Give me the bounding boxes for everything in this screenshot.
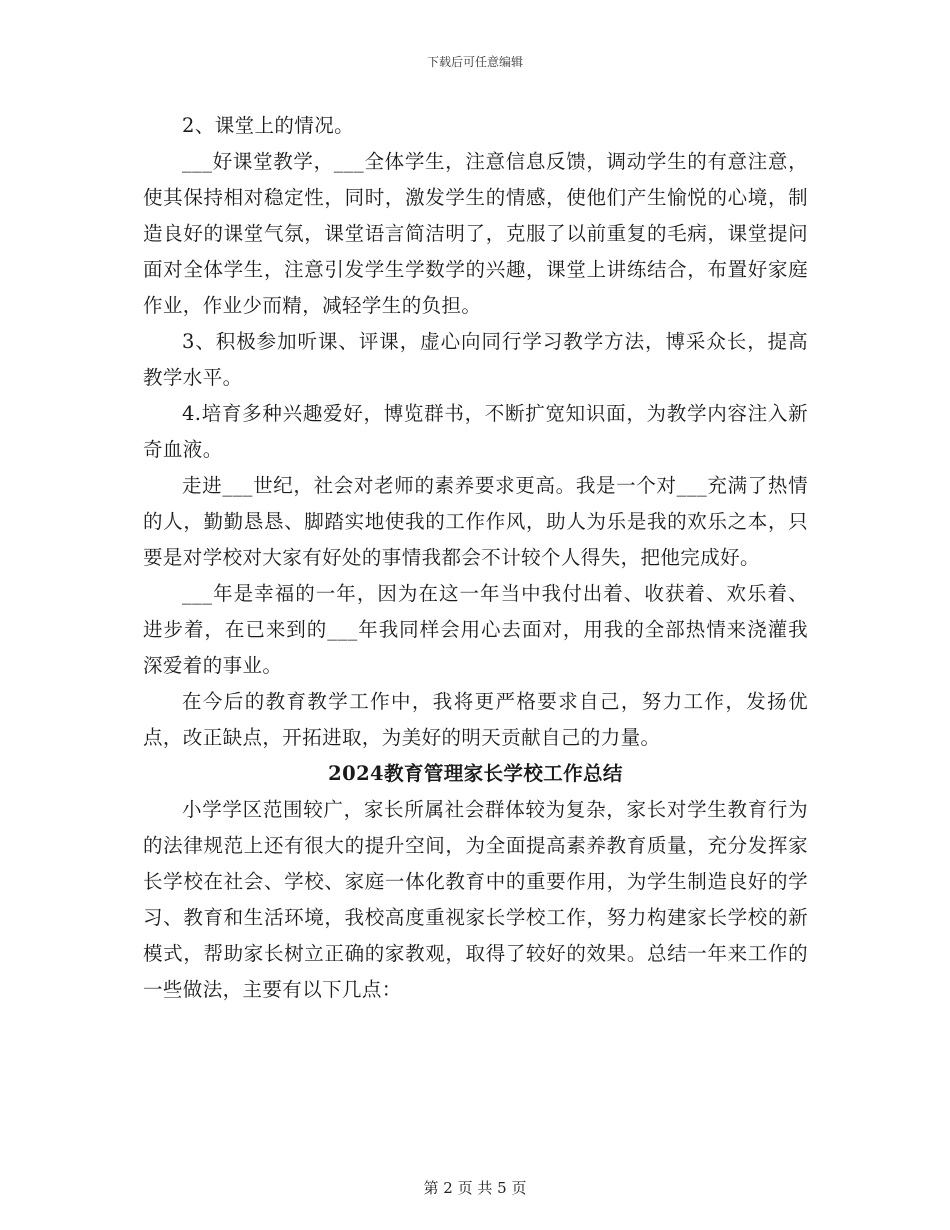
paragraph-interests: 4.培育多种兴趣爱好，博览群书，不断扩宽知识面，为教学内容注入新奇血液。 (143, 402, 808, 461)
page-footer: 第 2 页 共 5 页 (423, 1179, 527, 1197)
page-header: 下载后可任意编辑 (426, 55, 523, 69)
paragraph-new-century: 走进___世纪，社会对老师的素养要求更高。我是一个对___充满了热情的人，勤勤恳恳、脚踏实地使我的工作作风，助人为乐是我的欢乐之本，只要是对学校对大家有好处的事情我都会不计较个人得失，把他完成好。 (143, 474, 808, 569)
paragraph-lesson-observation: 3、积极参加听课、评课，虚心向同行学习教学方法，博采众长，提高教学水平。 (143, 330, 808, 389)
paragraph-happy-year: ___年是幸福的一年，因为在这一年当中我付出着、收获着、欢乐着、进步着，在已来到的___年我同样会用心去面对，用我的全部热情来浇灌我深爱着的事业。 (143, 582, 808, 677)
paragraph-future-work: 在今后的教育教学工作中，我将更严格要求自己，努力工作，发扬优点，改正缺点，开拓进取，为美好的明天贡献自己的力量。 (143, 690, 808, 749)
document-body (143, 108, 808, 1008)
paragraph-classroom-teaching: ___好课堂教学，___全体学生，注意信息反馈，调动学生的有意注意，使其保持相对稳定性，同时，激发学生的情感，使他们产生愉悦的心境，制造良好的课堂气氛，课堂语言简洁明了，克服了以前重复的毛病，课堂提问面对全体学生，注意引发学生学数学的兴趣，课堂上讲练结合，布置好家庭作业，作业少而精，减轻学生的负担。 (143, 150, 808, 317)
section-title: 2024教育管理家长学校工作总结 (328, 762, 623, 785)
paragraph-parent-school-intro: 小学学区范围较广，家长所属社会群体较为复杂，家长对学生教育行为的法律规范上还有很大的提升空间，为全面提高素养教育质量，充分发挥家长学校在社会、学校、家庭一体化教育中的重要作用，为学生制造良好的学习、教育和生活环境，我校高度重视家长学校工作，努力构建家长学校的新模式，帮助家长树立正确的家教观，取得了较好的效果。总结一年来工作的一些做法，主要有以下几点： (143, 798, 808, 1001)
paragraph-classroom-situation: 2、课堂上的情况。 (182, 114, 355, 137)
